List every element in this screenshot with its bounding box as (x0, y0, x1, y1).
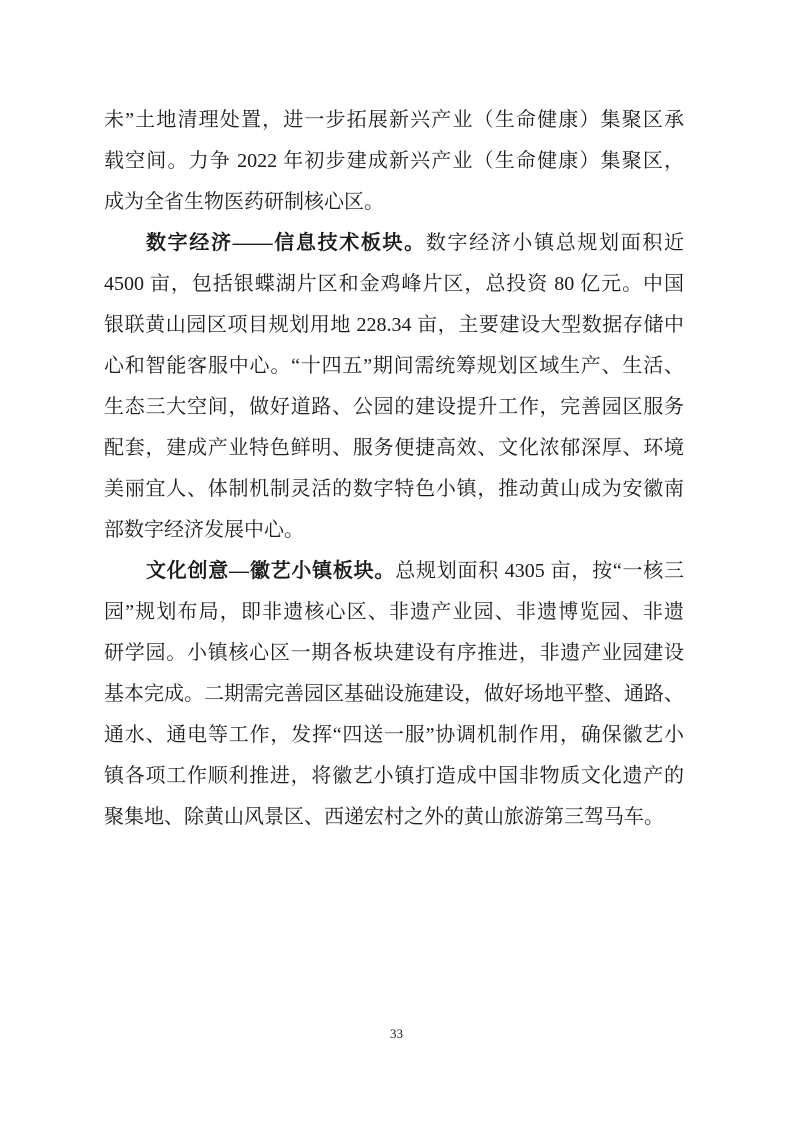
text-line (104, 633, 684, 674)
text-line (104, 141, 684, 182)
line-text: 未”土地清理处置，进一步拓展新兴产业（生命健康）集聚区承 (104, 109, 684, 131)
line-text: 园”规划布局，即非遗核心区、非遗产业园、非遗博览园、非遗 (104, 601, 684, 623)
text-line (104, 264, 684, 305)
text-line (104, 510, 684, 551)
line-text: 配套，建成产业特色鲜明、服务便捷高效、文化浓郁深厚、环境 (104, 437, 684, 459)
document-body (104, 100, 684, 838)
text-line (104, 387, 684, 428)
text-line (104, 551, 684, 592)
line-text: 数字经济小镇总规划面积近 (425, 232, 685, 254)
line-text: 生态三大空间，做好道路、公园的建设提升工作，完善园区服务 (104, 396, 684, 418)
line-text: 4500 亩，包括银蝶湖片区和金鸡峰片区，总投资 80 亿元。中国 (104, 273, 684, 295)
text-line (104, 469, 684, 510)
line-text: 通水、通电等工作，发挥“四送一服”协调机制作用，确保徽艺小 (104, 724, 684, 746)
text-line (104, 428, 684, 469)
page-number: 33 (390, 1026, 403, 1041)
line-text: 聚集地、除黄山风景区、西递宏村之外的黄山旅游第三驾马车。 (104, 806, 664, 828)
line-text: 部数字经济发展中心。 (104, 519, 304, 541)
text-line (104, 756, 684, 797)
text-line (104, 100, 684, 141)
text-line (104, 223, 684, 264)
line-text: 基本完成。二期需完善园区基础设施建设，做好场地平整、通路、 (104, 683, 684, 705)
line-text: 银联黄山园区项目规划用地 228.34 亩，主要建设大型数据存储中 (104, 314, 684, 336)
line-text: 研学园。小镇核心区一期各板块建设有序推进，非遗产业园建设 (104, 642, 684, 664)
heading-digital-economy: 数字经济——信息技术板块。 (146, 232, 426, 254)
text-line (104, 674, 684, 715)
text-line (104, 797, 684, 838)
heading-cultural-creativity: 文化创意—徽艺小镇板块。 (146, 560, 396, 582)
line-text: 心和智能客服中心。“十四五”期间需统筹规划区域生产、生活、 (104, 355, 684, 377)
line-text: 总规划面积 4305 亩，按“一核三 (395, 560, 685, 582)
line-text: 载空间。力争 2022 年初步建成新兴产业（生命健康）集聚区， (104, 150, 684, 172)
text-line (104, 182, 684, 223)
line-text: 成为全省生物医药研制核心区。 (104, 191, 384, 213)
line-text: 美丽宜人、体制机制灵活的数字特色小镇，推动黄山成为安徽南 (104, 478, 684, 500)
line-text: 镇各项工作顺利推进，将徽艺小镇打造成中国非物质文化遗产的 (104, 765, 684, 787)
text-line (104, 346, 684, 387)
text-line (104, 305, 684, 346)
text-line (104, 592, 684, 633)
text-line (104, 715, 684, 756)
